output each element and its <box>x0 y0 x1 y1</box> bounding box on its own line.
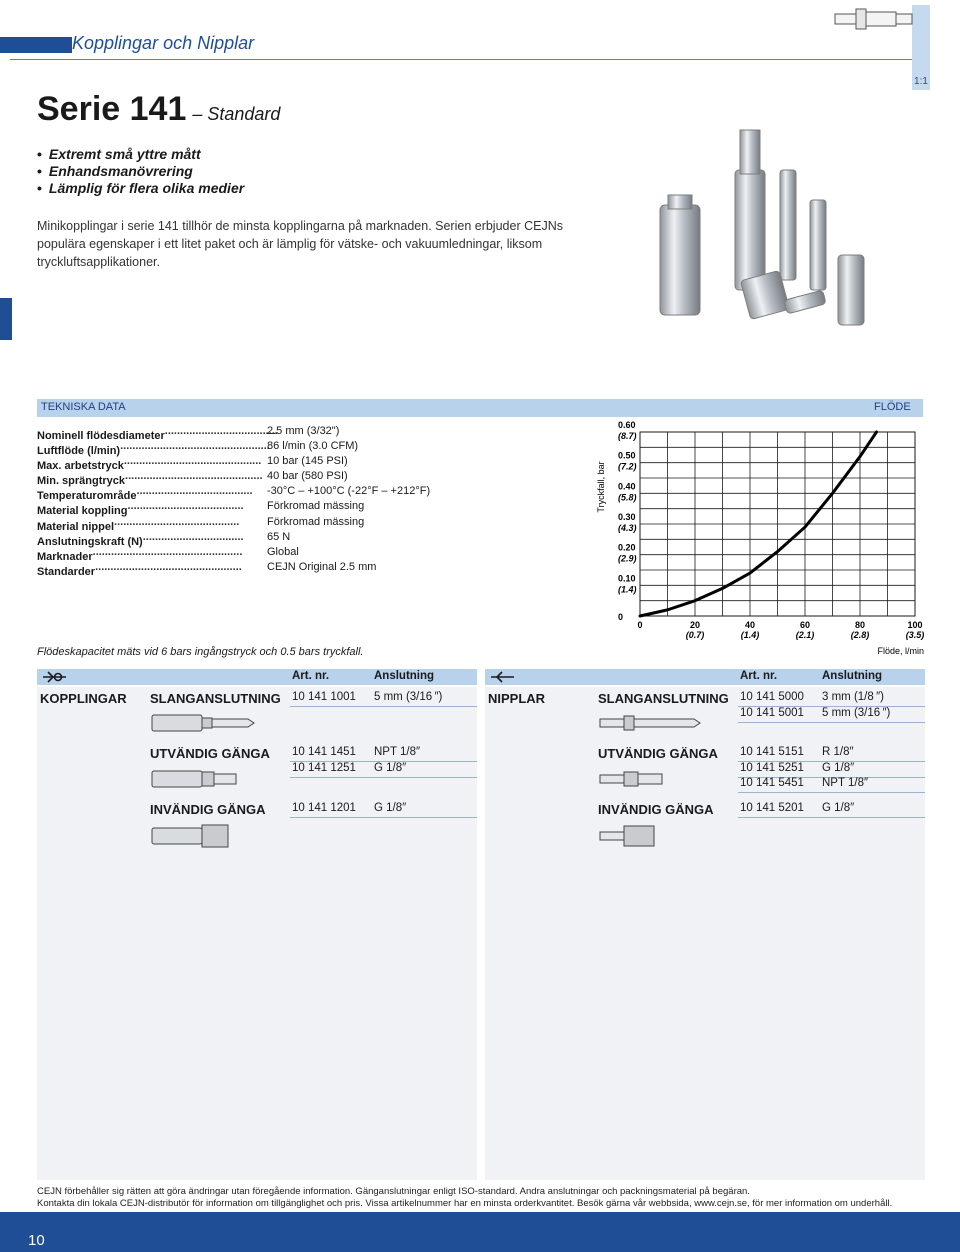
x-tick-label: 20 <box>689 620 701 630</box>
row-divider <box>290 706 477 707</box>
spec-label: Max. arbetstryck............................................. <box>37 455 262 473</box>
row-divider <box>290 777 477 778</box>
connection: NPT 1/8″ <box>822 777 869 789</box>
spec-row <box>37 560 497 578</box>
spec-row <box>37 469 497 488</box>
nipple-thumbnail-icon <box>834 6 914 32</box>
y-tick-label: 0.50 <box>618 450 636 461</box>
y-tick-label: 0.10 <box>618 573 636 584</box>
x-axis-label: Flöde, l/min <box>877 646 924 656</box>
spec-value: Förkromad mässing <box>267 500 365 513</box>
spec-label: Standarder................................................ <box>37 560 242 578</box>
nipple-symbol-icon <box>490 670 516 684</box>
connection: 5 mm (3/16 ″) <box>374 691 443 703</box>
series-name: Serie 141 <box>37 90 187 128</box>
x-tick-label: 80 <box>854 620 866 630</box>
art-number: 10 141 5251 <box>740 762 804 774</box>
group-female-thread-label: INVÄNDIG GÄNGA <box>598 802 714 817</box>
spec-value: CEJN Original 2.5 mm <box>267 560 377 573</box>
header-accent-bar <box>0 37 72 53</box>
art-number: 10 141 5000 <box>740 691 804 703</box>
header-rule <box>10 59 930 60</box>
spec-value: -30°C – +100°C (-22°F – +212°F) <box>267 485 431 498</box>
footer-bar <box>0 1212 960 1252</box>
y-tick-alt-label: (1.4) <box>618 584 637 595</box>
col-connection-header: Anslutning <box>822 670 883 682</box>
x-tick-label: 0 <box>637 620 643 630</box>
art-number: 10 141 1251 <box>292 762 356 774</box>
connection: G 1/8″ <box>822 762 855 774</box>
group-hose-label: SLANGANSLUTNING <box>150 691 281 706</box>
x-tick-label: 40 <box>744 620 756 630</box>
spec-value: 65 N <box>267 530 291 543</box>
spec-label: Nominell flödesdiameter..................................... <box>37 425 278 443</box>
flow-chart <box>590 420 930 660</box>
coupling-section-label: KOPPLINGAR <box>40 691 127 706</box>
connection: R 1/8″ <box>822 746 854 758</box>
spec-row <box>37 499 497 518</box>
y-tick-alt-label: (2.9) <box>618 553 637 564</box>
page-title <box>37 90 280 129</box>
spec-row <box>37 439 497 458</box>
spec-list <box>37 424 497 578</box>
y-tick-label: 0.40 <box>618 481 636 492</box>
art-number: 10 141 1001 <box>292 691 356 703</box>
spec-label: Marknader................................................. <box>37 545 243 563</box>
nipple-hose-fitting-icon <box>598 710 708 736</box>
spec-row <box>37 484 497 503</box>
connection: 3 mm (1/8 ″) <box>822 691 884 703</box>
footnote <box>37 1186 927 1210</box>
y-tick-alt-label: (4.3) <box>618 523 637 533</box>
col-artnr-header: Art. nr. <box>292 670 330 682</box>
x-tick-label: 60 <box>799 620 811 630</box>
x-tick-alt-label: (3.5) <box>905 630 925 640</box>
col-artnr-header: Art. nr. <box>740 670 778 682</box>
scale-label: 1:1 <box>914 76 928 87</box>
y-tick-label: 0.60 <box>618 420 636 430</box>
x-tick-label: 100 <box>907 620 923 630</box>
group-male-thread-label: UTVÄNDIG GÄNGA <box>598 746 718 761</box>
coupling-symbol-icon <box>42 670 68 684</box>
x-tick-alt-label: (0.7) <box>685 630 705 640</box>
connection: NPT 1/8″ <box>374 746 421 758</box>
flow-caption: Flödeskapacitet mäts vid 6 bars ingångstryck och 0.5 bars tryckfall. <box>37 646 364 658</box>
section-title: Kopplingar och Nipplar <box>72 33 255 53</box>
footnote-line: CEJN förbehåller sig rätten att göra ändringar utan föregående information. Gänganslutningar enligt ISO-standard. Andra anslutningar och packningsmaterial på begäran. <box>37 1186 750 1197</box>
side-tab <box>0 298 12 340</box>
spec-label: Material koppling...................................... <box>37 500 244 518</box>
coupling-male-thread-icon <box>150 766 250 792</box>
row-divider <box>738 817 925 818</box>
col-connection-header: Anslutning <box>374 670 435 682</box>
spec-label: Min. sprängtryck............................................. <box>37 470 263 488</box>
group-female-thread-label: INVÄNDIG GÄNGA <box>150 802 266 817</box>
spec-label: Luftflöde (l/min)................................................. <box>37 440 270 458</box>
art-number: 10 141 5001 <box>740 707 804 719</box>
group-male-thread-label: UTVÄNDIG GÄNGA <box>150 746 270 761</box>
spec-value: 40 bar (580 PSI) <box>267 470 348 483</box>
footnote-line: Kontakta din lokala CEJN-distributör för information om tillgänglighet och pris. Vissa artikelnummer har en minsta orderkvantitet. Besök gärna vår webbsida, www.cejn.se, för mer information om underhåll. <box>37 1198 893 1209</box>
x-tick-alt-label: (2.8) <box>850 630 870 640</box>
art-number: 10 141 5451 <box>740 777 804 789</box>
x-tick-alt-label: (1.4) <box>740 630 760 640</box>
feature-item: • Extremt små yttre mått <box>37 146 244 163</box>
art-number: 10 141 5201 <box>740 802 804 814</box>
spec-value: 86 l/min (3.0 CFM) <box>267 440 359 453</box>
feature-list <box>37 146 244 197</box>
nipple-section-label: NIPPLAR <box>488 691 546 706</box>
tech-data-heading: TEKNISKA DATA <box>41 401 126 413</box>
intro-text: Minikopplingar i serie 141 tillhör de minsta kopplingarna på marknaden. Serien erbjuder CEJNs populära egenskaper i ett litet paket och är lämplig för vätske- och vakuumledningar, liksom tryckluftsapplikationer. <box>37 219 563 269</box>
coupling-hose-fitting-icon <box>150 710 260 736</box>
y-tick-alt-label: (5.8) <box>618 492 637 503</box>
y-tick-label: 0.20 <box>618 542 636 553</box>
spec-label: Material nippel......................................... <box>37 515 240 533</box>
spec-value: 10 bar (145 PSI) <box>267 455 348 468</box>
y-tick-alt-label: (7.2) <box>618 461 637 472</box>
y-tick-label: 0 <box>618 612 624 622</box>
feature-item: • Lämplig för flera olika medier <box>37 180 244 197</box>
row-divider <box>290 817 477 818</box>
spec-value: 2.5 mm (3/32") <box>267 425 340 437</box>
connection: 5 mm (3/16 ″) <box>822 707 891 719</box>
feature-item: • Enhandsmanövrering <box>37 163 244 180</box>
connection: G 1/8″ <box>822 802 855 814</box>
tech-data-bar <box>37 399 923 417</box>
group-hose-label: SLANGANSLUTNING <box>598 691 729 706</box>
spec-row <box>37 545 497 563</box>
row-divider <box>738 722 925 723</box>
connection: G 1/8″ <box>374 762 407 774</box>
x-tick-alt-label: (2.1) <box>795 630 815 640</box>
spec-label: Anslutningskraft (N)................................. <box>37 530 244 548</box>
y-axis-label: Tryckfall, bar <box>596 461 606 513</box>
spec-value: Global <box>267 545 299 558</box>
y-tick-alt-label: (8.7) <box>618 431 637 441</box>
spec-row <box>37 515 497 533</box>
art-number: 10 141 1451 <box>292 746 356 758</box>
spec-label: Temperaturområde...................................... <box>37 485 253 503</box>
nipple-female-thread-icon <box>598 822 688 850</box>
row-divider <box>738 792 925 793</box>
connection: G 1/8″ <box>374 802 407 814</box>
product-photo <box>640 110 900 340</box>
series-subtitle: – Standard <box>192 104 281 124</box>
nipple-male-thread-icon <box>598 766 688 792</box>
spec-row <box>37 454 497 473</box>
art-number: 10 141 5151 <box>740 746 804 758</box>
spec-row <box>37 530 497 548</box>
coupling-female-thread-icon <box>150 822 250 850</box>
page-number: 10 <box>28 1232 45 1249</box>
spec-row <box>37 424 497 443</box>
spec-value: Förkromad mässing <box>267 515 365 528</box>
art-number: 10 141 1201 <box>292 802 356 814</box>
y-tick-label: 0.30 <box>618 512 636 522</box>
flow-heading: FLÖDE <box>874 401 911 413</box>
